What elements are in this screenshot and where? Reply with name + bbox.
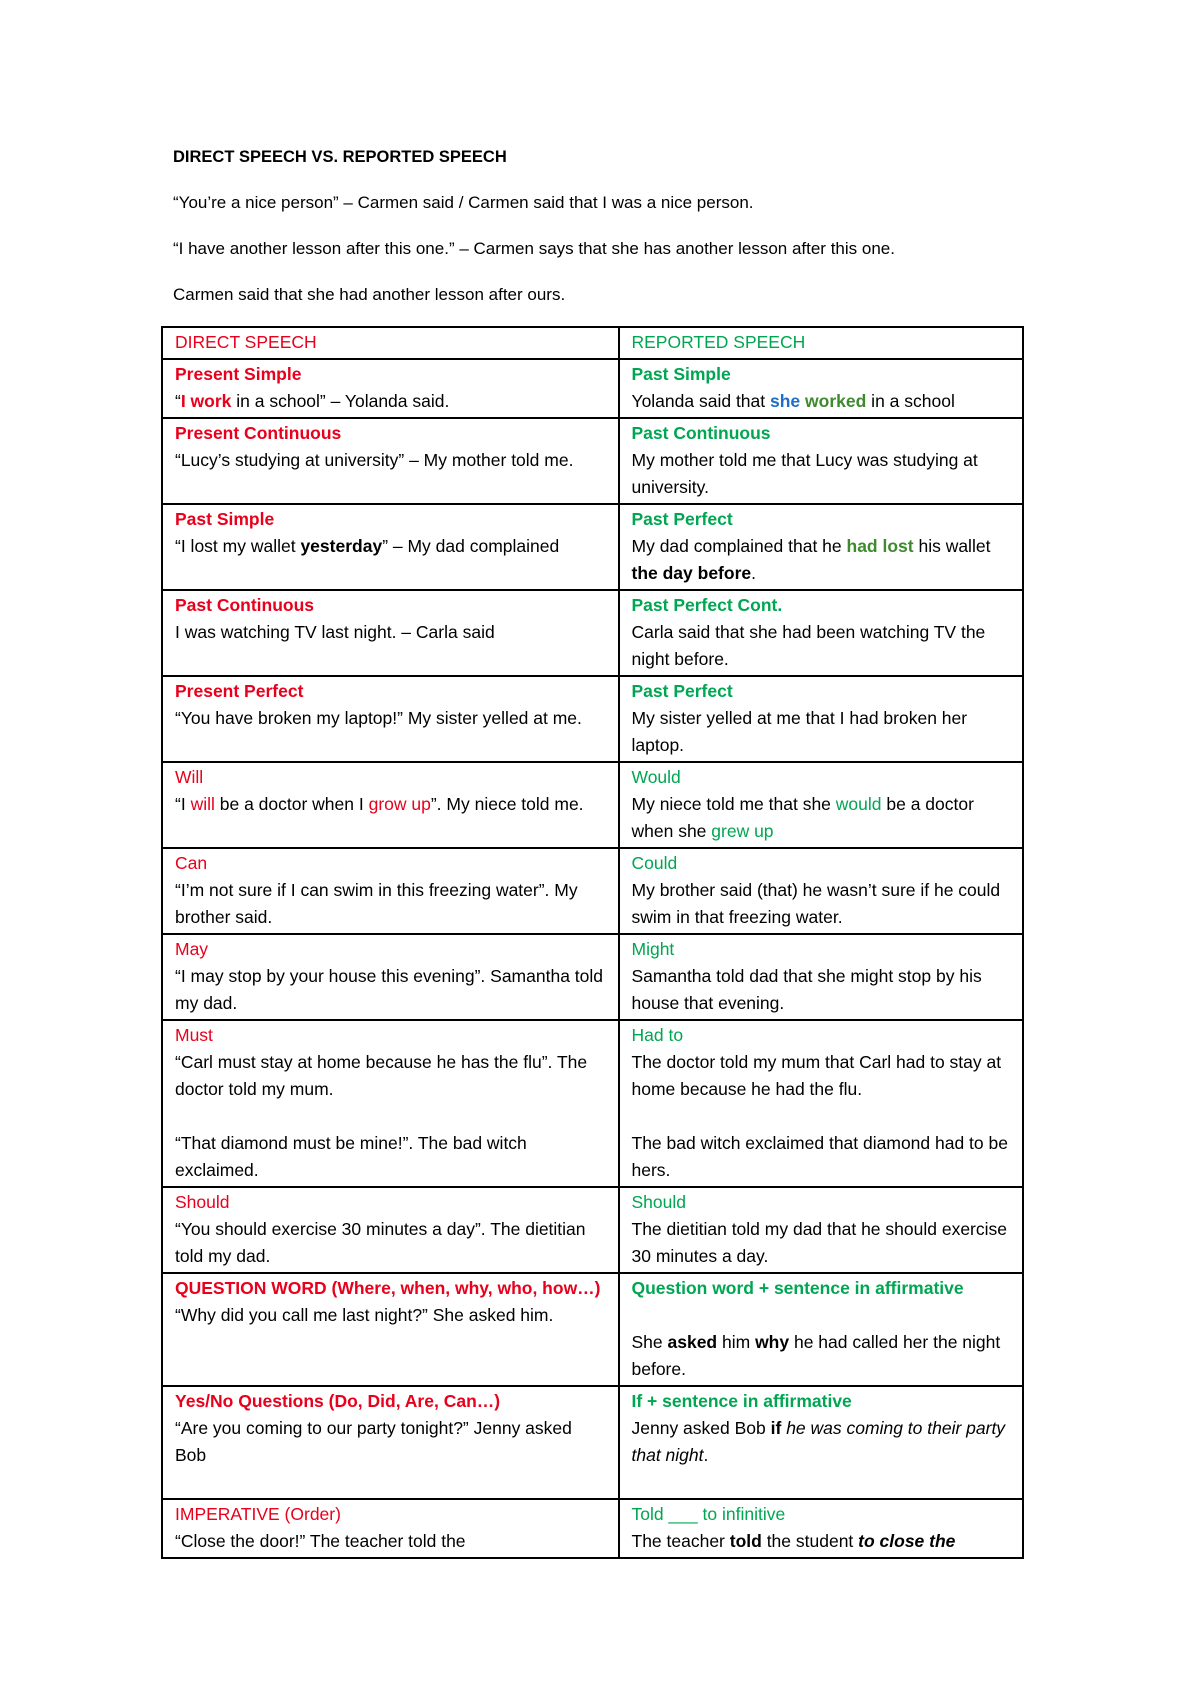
reported-cell [619, 590, 1024, 676]
direct-cell [162, 590, 619, 676]
tense-label: Can [175, 853, 208, 873]
table-header-row [162, 327, 1023, 359]
example-text: Yolanda said that she worked in a school [631, 391, 955, 411]
example-text: My dad complained that he had lost his wallet the day before. [631, 536, 991, 583]
header-cell-direct [162, 327, 619, 359]
direct-cell [162, 1499, 619, 1558]
table-row [162, 1386, 1023, 1499]
page-title: DIRECT SPEECH VS. REPORTED SPEECH [173, 148, 507, 166]
blank-line [175, 1103, 606, 1130]
reported-cell [619, 934, 1024, 1020]
blank-line [175, 1329, 606, 1356]
direct-cell [162, 1386, 619, 1499]
intro-line-3: Carmen said that she had another lesson after ours. [173, 285, 566, 304]
example-text: “I will be a doctor when I grow up”. My niece told me. [175, 794, 584, 814]
blank-line [175, 1469, 606, 1496]
tense-label: Had to [631, 1025, 684, 1045]
table-row [162, 504, 1023, 590]
tense-label: Past Perfect Cont. [631, 595, 783, 615]
table-row [162, 934, 1023, 1020]
tense-label: Might [631, 939, 675, 959]
direct-cell [162, 1273, 619, 1386]
tense-label: Would [631, 767, 681, 787]
direct-cell [162, 359, 619, 418]
tense-label: Present Perfect [175, 681, 304, 701]
table-row [162, 1273, 1023, 1386]
tense-label: Should [631, 1192, 686, 1212]
example-text: “Why did you call me last night?” She asked him. [175, 1305, 554, 1325]
blank-line [632, 1103, 1011, 1130]
speech-table [161, 326, 1024, 1559]
tense-label: Told ___ to infinitive [631, 1504, 786, 1524]
example-text: Samantha told dad that she might stop by his house that evening. [631, 966, 982, 1013]
intro-line-1: “You’re a nice person” – Carmen said / Carmen said that I was a nice person. [173, 193, 754, 212]
example-text: “Close the door!” The teacher told the [175, 1531, 466, 1551]
tense-label: Past Perfect [631, 509, 733, 529]
direct-cell [162, 504, 619, 590]
example-text: My niece told me that she would be a doctor when she grew up [631, 794, 974, 841]
tense-label: Should [175, 1192, 230, 1212]
table-row [162, 676, 1023, 762]
example-text: “You should exercise 30 minutes a day”. The dietitian told my dad. [175, 1219, 586, 1266]
example-text: She asked him why he had called her the night before. [631, 1332, 1001, 1379]
example-text: “That diamond must be mine!”. The bad witch exclaimed. [175, 1133, 527, 1180]
example-text: The doctor told my mum that Carl had to stay at home because he had the flu. [631, 1052, 1002, 1099]
tense-label: Present Simple [175, 364, 302, 384]
reported-cell [619, 418, 1024, 504]
direct-cell [162, 762, 619, 848]
example-text: “I may stop by your house this evening”. Samantha told my dad. [175, 966, 604, 1013]
example-text: “Lucy’s studying at university” – My mother told me. [175, 450, 574, 470]
tense-label: Past Perfect [631, 681, 733, 701]
example-text: Jenny asked Bob if he was coming to their party that night. [631, 1418, 1006, 1465]
tense-label: Could [631, 853, 678, 873]
tense-label: Question word + sentence in affirmative [631, 1278, 964, 1298]
direct-cell [162, 418, 619, 504]
table-row [162, 1020, 1023, 1187]
direct-cell [162, 676, 619, 762]
reported-cell [619, 1187, 1024, 1273]
example-text: “Are you coming to our party tonight?” Jenny asked Bob [175, 1418, 572, 1465]
example-text: The bad witch exclaimed that diamond had to be hers. [631, 1133, 1008, 1180]
reported-cell [619, 504, 1024, 590]
direct-cell [162, 1020, 619, 1187]
direct-cell [162, 848, 619, 934]
table-row [162, 1499, 1023, 1558]
tense-label: Past Simple [175, 509, 275, 529]
example-text: “I’m not sure if I can swim in this freezing water”. My brother said. [175, 880, 578, 927]
intro-line-2: “I have another lesson after this one.” – Carmen says that she has another lesson after this one. [173, 239, 895, 258]
reported-cell [619, 1499, 1024, 1558]
tense-label: Yes/No Questions (Do, Did, Are, Can…) [175, 1391, 501, 1411]
example-text: The dietitian told my dad that he should exercise 30 minutes a day. [631, 1219, 1007, 1266]
direct-cell [162, 934, 619, 1020]
example-text: “I lost my wallet yesterday” – My dad complained [175, 536, 560, 556]
example-text: My sister yelled at me that I had broken her laptop. [631, 708, 968, 755]
tense-label: Past Continuous [175, 595, 315, 615]
tense-label: May [175, 939, 209, 959]
example-text: My brother said (that) he wasn’t sure if he could swim in that freezing water. [631, 880, 1001, 927]
table-row [162, 1187, 1023, 1273]
reported-cell [619, 1273, 1024, 1386]
tense-label: QUESTION WORD (Where, when, why, who, how…) [175, 1278, 601, 1298]
direct-cell [162, 1187, 619, 1273]
reported-cell [619, 1386, 1024, 1499]
tense-label: Present Continuous [175, 423, 342, 443]
example-text: Carla said that she had been watching TV the night before. [631, 622, 986, 669]
table-row [162, 590, 1023, 676]
reported-cell [619, 676, 1024, 762]
table-row [162, 359, 1023, 418]
blank-line [632, 1302, 1011, 1329]
reported-cell [619, 848, 1024, 934]
reported-cell [619, 762, 1024, 848]
table-row [162, 418, 1023, 504]
header-direct: DIRECT SPEECH [175, 332, 317, 352]
tense-label: If + sentence in affirmative [631, 1391, 852, 1411]
tense-label: Will [175, 767, 204, 787]
table-row [162, 848, 1023, 934]
tense-label: IMPERATIVE (Order) [175, 1504, 341, 1524]
tense-label: Past Continuous [631, 423, 771, 443]
example-text: “You have broken my laptop!” My sister yelled at me. [175, 708, 582, 728]
reported-cell [619, 359, 1024, 418]
example-text: “I work in a school” – Yolanda said. [175, 391, 450, 411]
reported-cell [619, 1020, 1024, 1187]
example-text: I was watching TV last night. – Carla said [175, 622, 495, 642]
tense-label: Past Simple [631, 364, 731, 384]
example-text: “Carl must stay at home because he has the flu”. The doctor told my mum. [175, 1052, 588, 1099]
header-cell-reported [619, 327, 1024, 359]
example-text: My mother told me that Lucy was studying at university. [631, 450, 978, 497]
header-reported: REPORTED SPEECH [631, 332, 806, 352]
table-row [162, 762, 1023, 848]
tense-label: Must [175, 1025, 213, 1045]
example-text: The teacher told the student to close the [631, 1531, 956, 1551]
